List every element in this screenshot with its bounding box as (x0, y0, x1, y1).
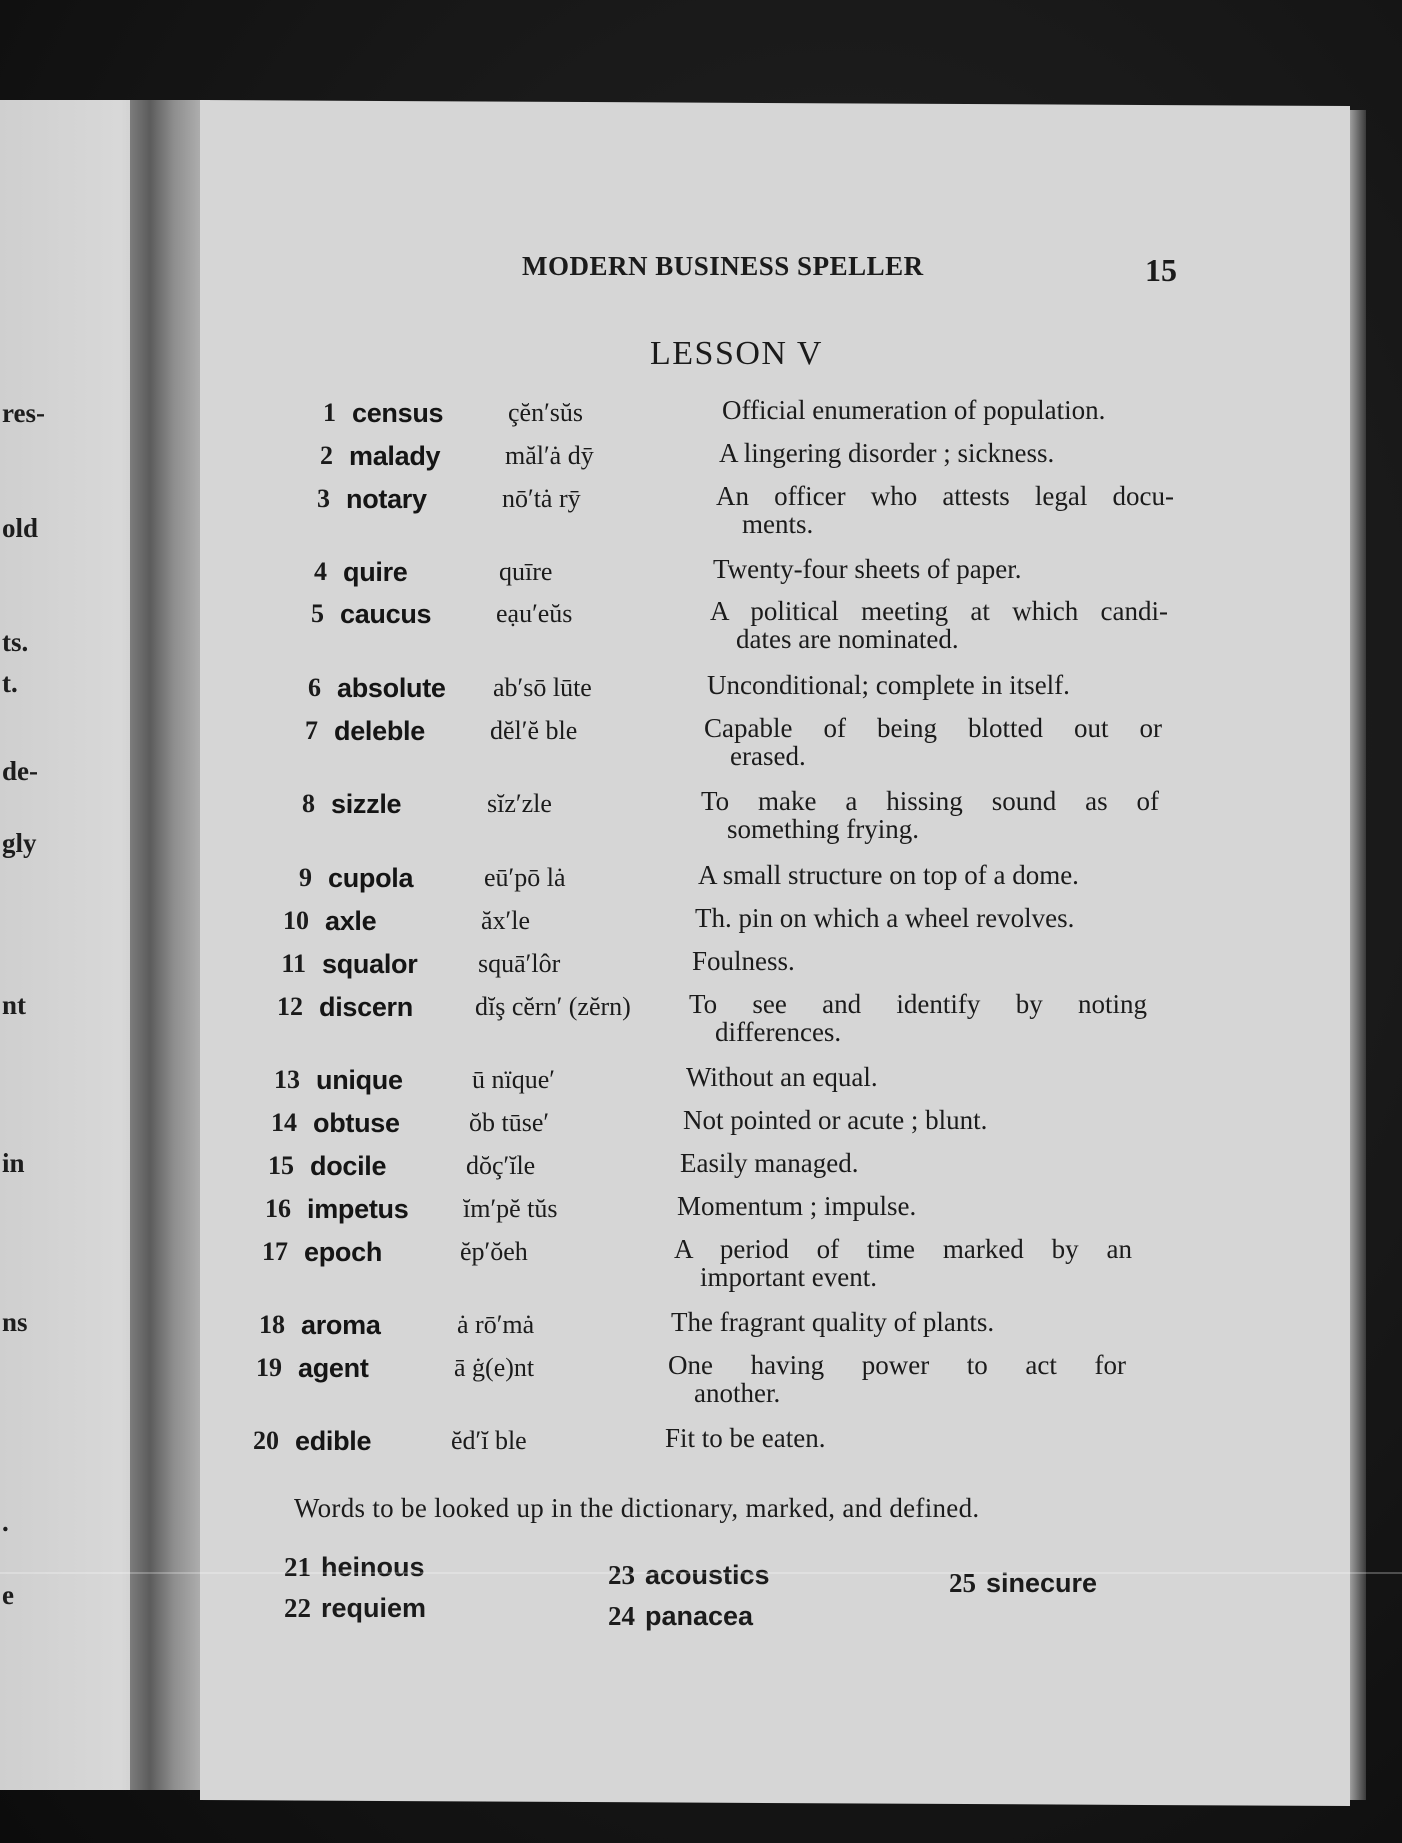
word-number: 7 (305, 716, 318, 745)
extra-word-text: panacea (645, 1601, 754, 1631)
spelling-word: epoch (304, 1237, 383, 1267)
extra-word-text: sinecure (986, 1568, 1098, 1598)
pronunciation: ĕd′ĭ ble (451, 1426, 527, 1455)
definition (698, 861, 1156, 889)
definition-continuation: erased. (730, 741, 806, 771)
definition-line: Fit to be eaten. (665, 1423, 826, 1453)
spelling-word: agent (298, 1353, 369, 1383)
left-page-fragment: . (2, 1507, 9, 1537)
definition (677, 1192, 1135, 1220)
pronunciation: ȧ rō′mȧ (457, 1310, 535, 1339)
word-row (0, 1148, 1402, 1187)
running-head: MODERN BUSINESS SPELLER (522, 251, 924, 281)
word-row (0, 438, 1402, 477)
definition-line: A period of time marked by an (674, 1234, 1132, 1264)
pronunciation: squā′lôr (478, 949, 561, 978)
word-number: 6 (308, 673, 321, 702)
spelling-word: impetus (307, 1194, 409, 1224)
word-row (0, 860, 1402, 899)
word-number: 18 (259, 1310, 285, 1339)
spelling-word: axle (325, 906, 377, 936)
instructions-text: Words to be looked up in the dictionary, marked, and defined. (294, 1493, 980, 1523)
definition (722, 396, 1180, 424)
left-page-fragment: ns (2, 1307, 28, 1337)
word-number: 16 (265, 1194, 291, 1223)
extra-word-number: 21 (284, 1552, 311, 1582)
word-row (0, 554, 1402, 593)
extra-word-number: 22 (284, 1593, 311, 1623)
definition-line: Without an equal. (686, 1062, 878, 1092)
definition (683, 1106, 1141, 1134)
definition-line: Capable of being blotted out or (704, 713, 1162, 743)
word-row (0, 903, 1402, 942)
definition (689, 990, 1147, 1046)
spelling-word: docile (310, 1151, 387, 1181)
spelling-word: aroma (301, 1310, 381, 1340)
definition-continuation: important event. (700, 1262, 877, 1292)
word-row (0, 713, 1402, 771)
word-row (0, 946, 1402, 985)
extra-word-text: acoustics (645, 1560, 770, 1590)
pronunciation: dĕl′ĕ ble (490, 716, 578, 745)
word-number: 13 (274, 1065, 300, 1094)
pronunciation: eū′pō lȧ (484, 863, 566, 892)
spelling-word: unique (316, 1065, 403, 1095)
pronunciation: ĭm′pĕ tŭs (463, 1194, 558, 1223)
word-row (0, 1423, 1402, 1462)
definition-line: Official enumeration of population. (722, 395, 1106, 425)
definition (671, 1308, 1129, 1336)
word-row (0, 989, 1402, 1047)
word-number: 2 (320, 441, 333, 470)
definition-line: A small structure on top of a dome. (698, 860, 1079, 890)
word-number: 5 (311, 599, 324, 628)
definition (704, 714, 1162, 770)
definition-line: Foulness. (692, 946, 795, 976)
left-page-fragment: gly (2, 828, 37, 858)
word-row (0, 1234, 1402, 1292)
word-number: 1 (323, 398, 336, 427)
left-page-fragment: de- (2, 756, 38, 786)
spelling-word: squalor (322, 949, 418, 979)
left-page-fragment: t. (2, 668, 18, 698)
definition-line: One having power to act for (668, 1350, 1126, 1380)
pronunciation: măl′ȧ dȳ (505, 441, 594, 470)
extra-word (284, 1552, 425, 1583)
definition-line: A political meeting at which candi- (710, 596, 1168, 626)
pronunciation: quīre (499, 557, 553, 586)
word-number: 4 (314, 557, 327, 586)
spelling-word: discern (319, 992, 413, 1022)
definition-line: To see and identify by noting (689, 989, 1147, 1019)
definition-line: The fragrant quality of plants. (671, 1307, 995, 1337)
extra-word-number: 23 (608, 1560, 635, 1590)
spelling-word: sizzle (331, 789, 402, 819)
spelling-word: quire (343, 557, 408, 587)
definition-line: Not pointed or acute ; blunt. (683, 1105, 988, 1135)
word-number: 10 (283, 906, 309, 935)
word-number: 14 (271, 1108, 297, 1137)
word-number: 17 (262, 1237, 288, 1266)
pronunciation: ăx′le (481, 906, 530, 935)
pronunciation: sĭz′zle (487, 789, 552, 818)
definition (692, 947, 1150, 975)
left-page-fragment: old (2, 513, 39, 543)
spelling-word: cupola (328, 863, 414, 893)
definition-line: Momentum ; impulse. (677, 1191, 917, 1221)
pronunciation: nō′tȧ rȳ (502, 484, 581, 513)
word-row (0, 1307, 1402, 1346)
word-row (0, 1105, 1402, 1144)
word-row (0, 670, 1402, 709)
pronunciation: ū nïque′ (472, 1065, 555, 1094)
definition-line: Unconditional; complete in itself. (707, 670, 1070, 700)
definition-line: An officer who attests legal docu- (716, 481, 1174, 511)
extra-word-number: 25 (949, 1568, 976, 1598)
spelling-word: census (352, 398, 444, 428)
word-number: 9 (299, 863, 312, 892)
left-page-fragment: e (2, 1580, 14, 1610)
spelling-word: caucus (340, 599, 432, 629)
spelling-word: deleble (334, 716, 425, 746)
definition-line: Easily managed. (680, 1148, 859, 1178)
definition-line: To make a hissing sound as of (701, 786, 1159, 816)
extra-word (284, 1593, 426, 1624)
definition-continuation: ments. (742, 509, 814, 539)
word-row (0, 1062, 1402, 1101)
spelling-word: absolute (337, 673, 446, 703)
definition-continuation: dates are nominated. (736, 624, 959, 654)
definition (710, 597, 1168, 653)
pronunciation: ŏb tūse′ (469, 1108, 550, 1137)
pronunciation: çĕn′sŭs (508, 398, 584, 427)
word-row (0, 395, 1402, 434)
definition-line: Twenty-four sheets of paper. (713, 554, 1022, 584)
definition (668, 1351, 1126, 1407)
definition (695, 904, 1153, 932)
word-number: 15 (268, 1151, 294, 1180)
pronunciation: ĕp′ŏeh (460, 1237, 528, 1266)
lesson-title: LESSON V (650, 335, 823, 372)
pronunciation: ab′sō lūte (493, 673, 592, 702)
extra-word-number: 24 (608, 1601, 635, 1631)
definition-line: A lingering disorder ; sickness. (719, 438, 1055, 468)
definition-line: Th. pin on which a wheel revolves. (695, 903, 1075, 933)
left-page-fragment: in (2, 1148, 25, 1178)
page-number: 15 (1145, 252, 1177, 288)
word-number: 11 (281, 949, 306, 978)
definition (665, 1424, 1123, 1452)
left-page-fragment: ts. (2, 627, 29, 657)
word-row (0, 1350, 1402, 1408)
extra-word (608, 1560, 770, 1591)
definition (707, 671, 1165, 699)
definition (686, 1063, 1144, 1091)
definition (713, 555, 1171, 583)
spelling-word: edible (295, 1426, 372, 1456)
word-number: 12 (277, 992, 303, 1021)
word-number: 3 (317, 484, 330, 513)
pronunciation: ā ġ(e)nt (454, 1353, 535, 1382)
left-page-fragment: res- (2, 398, 45, 428)
word-number: 19 (256, 1353, 282, 1382)
pronunciation: eạu′eŭs (496, 599, 573, 628)
word-row (0, 1191, 1402, 1230)
book-gutter (130, 100, 210, 1790)
extra-word (608, 1601, 753, 1632)
pronunciation: dŏç′ĭle (466, 1151, 536, 1180)
definition-continuation: differences. (715, 1017, 842, 1047)
spelling-word: malady (349, 441, 441, 471)
definition-continuation: something frying. (727, 814, 919, 844)
left-page-fragment: nt (2, 990, 27, 1020)
pronunciation: dĭş cĕrn′ (zĕrn) (475, 992, 631, 1021)
spelling-word: notary (346, 484, 427, 514)
definition-continuation: another. (694, 1378, 781, 1408)
extra-word-text: heinous (321, 1552, 425, 1582)
extra-word-text: requiem (321, 1593, 427, 1623)
definition (680, 1149, 1138, 1177)
definition (716, 482, 1174, 538)
word-number: 20 (253, 1426, 279, 1455)
definition (719, 439, 1177, 467)
spelling-word: obtuse (313, 1108, 400, 1138)
definition (701, 787, 1159, 843)
definition (674, 1235, 1132, 1291)
scan-artifact-line (0, 1572, 1402, 1574)
word-number: 8 (302, 789, 315, 818)
